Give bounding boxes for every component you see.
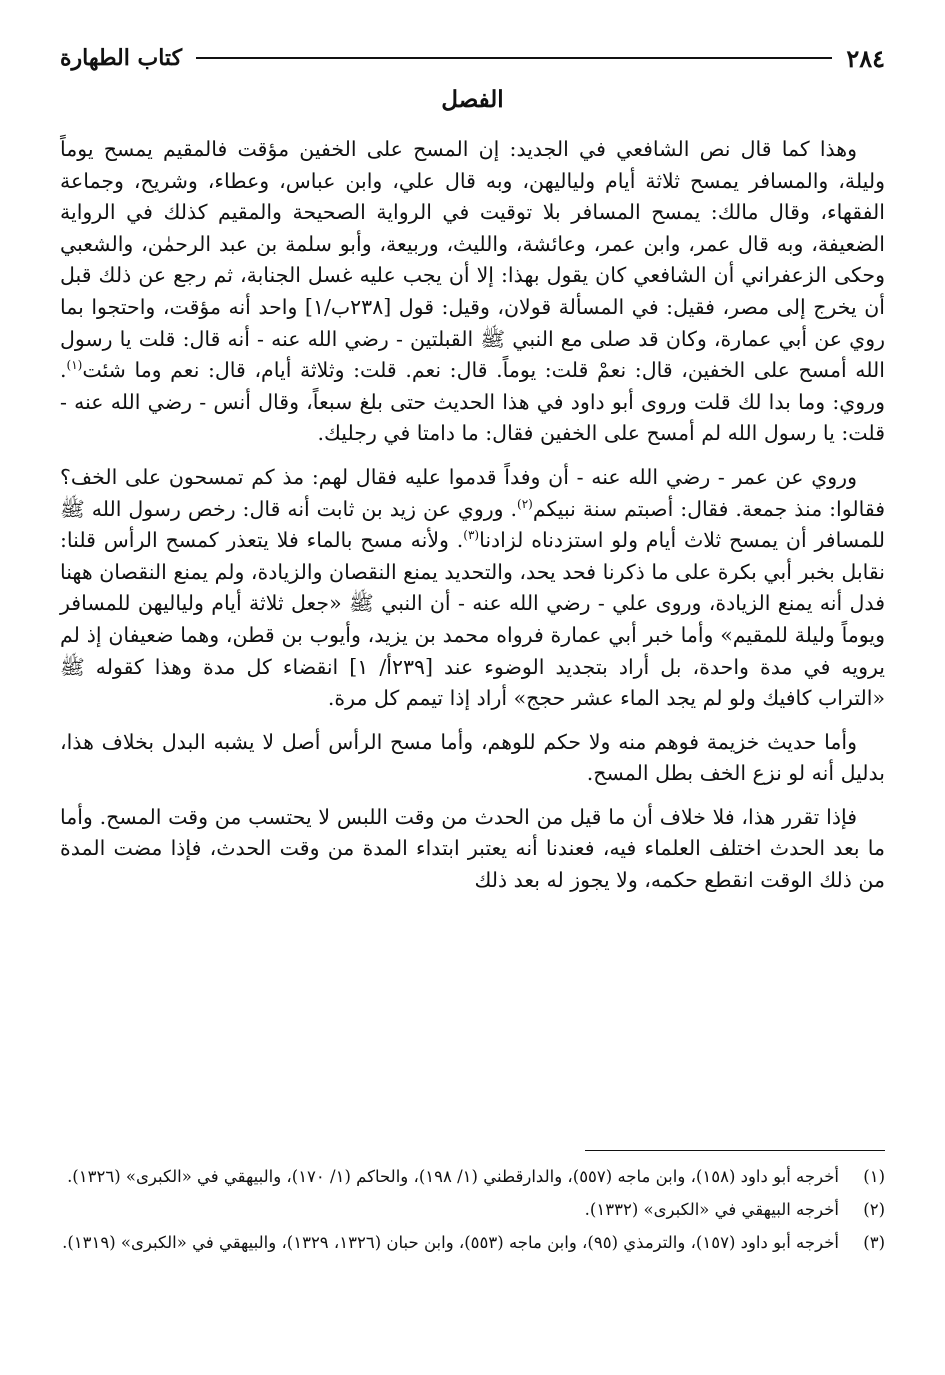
footnote-number: (١): [863, 1167, 885, 1186]
paragraph-2-text-c: . ولأنه مسح بالماء فلا يتعذر كمسح الرأس قلنا: نقابل بخبر أبي بكرة على ما ذكرنا فحد يحد، والتحديد يمنع النقصان والزيادة، ولم يمنع النقصان ههنا فدل أنه يمنع الزيادة، وروى علي - رضي الله عنه - أن النبي ﷺ «جعل ثلاثة أيام ولياليهن للمسافر ويوماً وليلة للمقيم» وأما خبر أبي عمارة فرواه محمد بن يزيد، وأيوب بن قطن، وهما ضعيفان إذ لم يرويه في مدة واحدة، بل أراد بتجديد الوضوء عند [٢٣٩أ/ ١] انقضاء كل مدة وهذا كقوله ﷺ «التراب كافيك ولو لم يجد الماء عشر حجج» أراد إذا تيمم كل مرة.: [60, 528, 886, 711]
footnote-text: أخرجه أبو داود (١٥٨)، وابن ماجه (٥٥٧)، والدارقطني (١/ ١٩٨)، والحاكم (١/ ١٧٠)، والبيهقي في «الكبرى» (١٣٢٦).: [67, 1167, 839, 1186]
main-text: [60, 134, 885, 909]
paragraph-1-text-a: وهذا كما قال نص الشافعي في الجديد: إن المسح على الخفين مؤقت فالمقيم يمسح يوماً وليلة، والمسافر يمسح ثلاثة أيام ولياليهن، وبه قال علي، وابن عباس، وعطاء، وشريح، وجماعة الفقهاء، وقال مالك: يمسح المسافر بلا توقيت في الرواية الصحيحة والمقيم كذلك في الرواية الضعيفة، وبه قال عمر، وابن عمر، وعائشة، والليث، وربيعة، وأبو سلمة بن عبد الرحمٰن، والشعبي وحكى الزعفراني أن الشافعي كان يقول بهذا: إلا أن يجب عليه غسل الجنابة، ثم رجع عن ذلك قبل أن يخرج إلى مصر، فقيل: في المسألة قولان، وقيل: قول [٢٣٨ب/١] واحد أنه مؤقت، واحتجوا بما روي عن أبي عمارة، وكان قد صلى مع النبي ﷺ القبلتين - رضي الله عنه - أنه قال: قلت يا رسول الله أمسح على الخفين، قال: نعمْ قلت: يوماً. قال: نعم. قلت: وثلاثة أيام، قال: نعم وما شئت: [60, 137, 885, 383]
footnote-1: [60, 1162, 885, 1191]
paragraph-3: وأما حديث خزيمة فوهم منه ولا حكم للوهم، وأما مسح الرأس أصل لا يشبه البدل بخلاف هذا، بدليل أنه لو نزع الخف بطل المسح.: [60, 729, 885, 786]
footnote-text: أخرجه أبو داود (١٥٧)، والترمذي (٩٥)، وابن ماجه (٥٥٣)، وابن حبان (١٣٢٦، ١٣٢٩)، والبيهقي في «الكبرى» (١٣١٩).: [62, 1233, 839, 1252]
paragraph-2-text-b: . وروي عن زيد بن ثابت أنه قال: رخص رسول الله ﷺ للمسافر أن يمسح ثلاث أيام ولو استزدناه لزادنا: [60, 496, 885, 553]
header-rule: [196, 57, 832, 59]
footnote-ref-2: (٢): [517, 496, 533, 511]
footnote-ref-3: (٣): [463, 528, 480, 543]
paragraph-2: [60, 462, 885, 715]
footnote-3: [60, 1228, 885, 1257]
paragraph-1-text-b: . وروي: وما بدا لك قلت وروى أبو داود في هذا الحديث حتى بلغ سبعاً، وقال أنس - رضي الله عنه - قلت: يا رسول الله لم أمسح على الخفين فقال: ما دامتا في رجليك.: [60, 358, 885, 446]
footnote-text: أخرجه البيهقي في «الكبرى» (١٣٣٢).: [584, 1200, 839, 1219]
section-title: الفصل: [441, 86, 504, 113]
footnote-ref-1: (١): [66, 358, 83, 373]
paragraph-2-text-a: وروي عن عمر - رضي الله عنه - أن وفداً قدموا عليه فقال لهم: مذ كم تمسحون على الخف؟ فقالوا: منذ جمعة. فقال: أصبتم سنة نبيكم: [60, 464, 885, 521]
footnote-number: (٢): [863, 1200, 885, 1219]
page-number: ٢٨٤: [846, 43, 885, 73]
page-header: [60, 38, 885, 78]
paragraph-1: [60, 134, 885, 450]
footnote-separator: [585, 1150, 885, 1151]
footnote-number: (٣): [863, 1233, 885, 1252]
paragraph-4: فإذا تقرر هذا، فلا خلاف أن ما قيل من الحدث من وقت اللبس لا يحتسب من وقت المسح. وأما ما بعد الحدث اختلف العلماء فيه، فعندنا أنه يعتبر ابتداء المدة من وقت الحدث، فإذا مضت المدة من ذلك الوقت انقطع حكمه، ولا يجوز له بعد ذلك: [60, 804, 885, 893]
book-title: كتاب الطهارة: [60, 45, 183, 71]
footnotes: [60, 1162, 885, 1261]
footnote-2: [60, 1195, 885, 1224]
